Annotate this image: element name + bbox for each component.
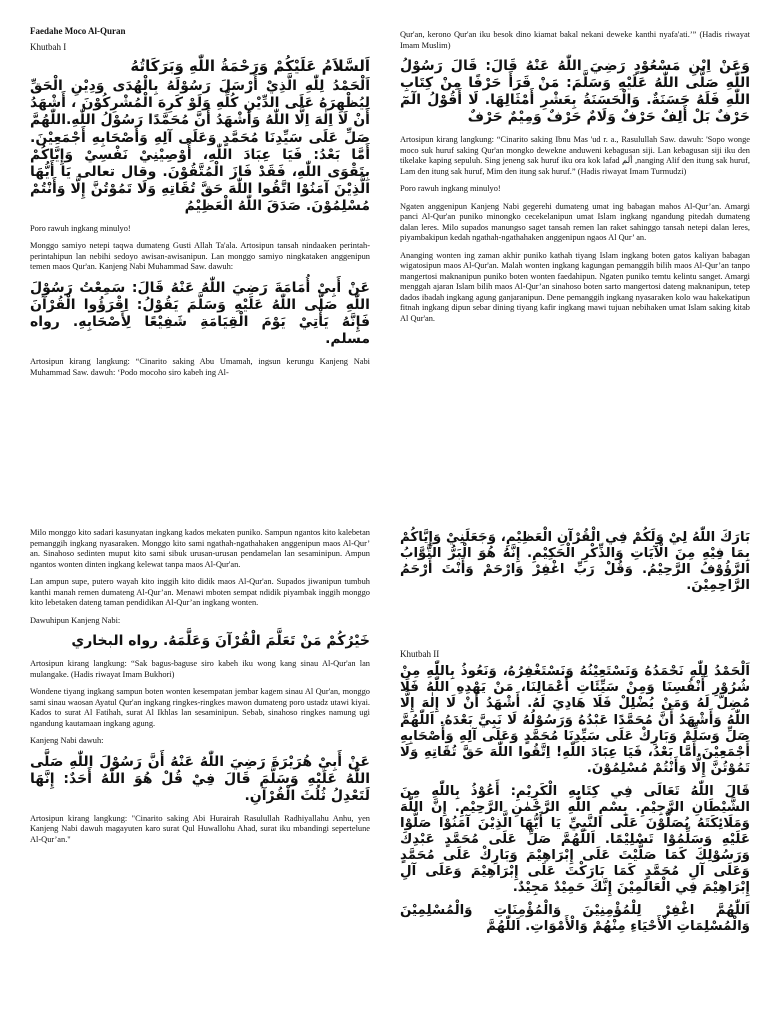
paragraph: Ngaten anggenipun Kanjeng Nabi gegerehi dumateng umat ing babagan mahos Al-Qur’an. Amargi panci Al-Qur'an puniko minongko cecekelanipun umat Islam ingkang ngandung pitedah dumateng dalan leres. Milo supados manungso saget tansah remen lan raket sahinggo tansah netepi dalan leres, piyambakipun kedah ngathah-ngathahaken anggenipun ngaos Al Qur’ an. bbox=[400, 201, 750, 243]
paragraph: Artosipun kirang langkung: “Sak bagus-baguse siro kabeh iku wong kang sinau Al-Qur'an lan mulangake. (Hadis riwayat Imam Bukhori) bbox=[30, 659, 370, 679]
spacer bbox=[400, 524, 750, 528]
arabic-doa: اَللّٰهُمَّ اغْفِرْ لِلْمُؤْمِنِيْنَ وَالْمُؤْمِنَاتِ وَالْمُسْلِمِيْنَ وَالْمُسْلِمَاتِ الْأَحْيَاءِ مِنْهُمْ وَالْأَمْوَاتِ. اَللّٰهُمَّ bbox=[400, 903, 750, 935]
page-bottom-right bbox=[384, 512, 768, 1024]
paragraph: Lan ampun supe, putero wayah kito inggih kito didik maos Al-Qur'an. Supados jiwanipun tumbuh kanthi manah remen dumateng Al-Qur’an. Menawi mboten sempat ndidik piyambak inggih monggo kito lebetaken dateng taman pendidikan Al-Qur’an ingkang wonten. bbox=[30, 577, 370, 607]
page-top-right bbox=[384, 0, 768, 512]
arabic-opening: اَلْحَمْدُ لِلّٰهِ الَّذِيْ أَرْسَلَ رَسُوْلَهُ بِالْهُدَى وَدِيْنِ الْحَقِّ لِيُظْهِرَهُ عَلَى الدِّيْنِ كُلِّهِ وَلَوْ كَرِهَ الْمُشْرِكُوْنَ ، أَشْهَدُ أَنْ لَا اِلٰهَ اِلَّا اللّٰهُ وَأَشْهَدُ أَنَّ مُحَمَّدًا رَسُوْلُ اللّٰهِ.اللّٰهُمَّ صَلِّ عَلَى سَيِّدِنَا مُحَمَّدٍ وَعَلَى آلِهِ وَأَصْحَابِهِ أَجْمَعِيْنَ. أَمَّا بَعْدُ: فَيَا عِبَادَ اللّٰهِ، أُوْصِيْنِيْ نَفْسِيْ وَإِيَّاكُمْ بِتَقْوَى اللّٰهِ، فَقَدْ فَازَ الْمُتَّقُوْنَ. وقال تعالى يَا أَيُّهَا الَّذِيْنَ آمَنُوْا اتَّقُوا اللّٰهَ حَقَّ تُقَاتِهِ وَلَا تَمُوْتُنَّ إِلَّا وَأَنْتُمْ مُسْلِمُوْنَ. صَدَقَ اللّٰهُ الْعَظِيْمُ bbox=[30, 78, 370, 214]
document-title: Faedahe Moco Al-Quran bbox=[30, 26, 126, 36]
arabic-hadith-ibnu-masud: وَعَنْ اِبْنِ مَسْعُوْدٍ رَضِيَ اللّٰهُ عَنْهُ قَالَ: قَالَ رَسُوْلُ اللّٰهِ صَلَّى اللّٰهُ عَلَيْهِ وَسَلَّمَ: مَنْ قَرَأَ حَرْفًا مِنْ كِتَابِ اللّٰهِ فَلَهُ حَسَنَةٌ. وَالْحَسَنَةُ بِعَشْرِ أَمْثَالِهَا. لَا أَقُوْلُ الٓمٓ حَرْفٌ بَلْ أَلِفٌ حَرْفٌ وَلَامٌ حَرْفٌ وَمِيْمٌ حَرْفٌ bbox=[400, 58, 750, 126]
arabic-salam: اَلسَّلاَمُ عَلَيْكُمْ وَرَحْمَةُ اللّٰهِ وَبَرَكَاتُهُ bbox=[130, 57, 370, 75]
paragraph: Qur'an, kerono Qur'an iku besok dino kiamat bakal nekani deweke kanthi nyafa'ati.’” (Hadis riwayat Imam Muslim) bbox=[400, 30, 750, 50]
arabic-hadith-khairukum: خَيْرُكُمْ مَنْ تَعَلَّمَ الْقُرْآنَ وَعَلَّمَهُ. رواه البخاري bbox=[71, 633, 370, 649]
paragraph: Monggo samiyo netepi taqwa dumateng Gusti Allah Ta'ala. Artosipun tansah nindaaken perintah-perintahipun lan nebihi sedoyo awisan-awisanipun. Lan monggo samiyo ningkataken anggenipun temen maos Qur'an. Kanjeng Nabi Muhammad Saw. dawuh: bbox=[30, 241, 370, 272]
paragraph: Artosipun kirang langkung: “Cinarito saking Abu Umamah, ingsun kerungu Kanjeng Nabi Muhammad Saw. dawuh: ‘Podo mocoho siro kabeh ing Al- bbox=[30, 357, 370, 377]
paragraph: Dawuhipun Kanjeng Nabi: bbox=[30, 615, 121, 625]
arabic-closing-khutbah-1: بَارَكَ اللّٰهُ لِيْ وَلَكُمْ فِي الْقُرْآنِ الْعَظِيْمِ، وَجَعَلَنِيْ وَإِيَّاكُمْ بِمَا فِيْهِ مِنَ الْآيَاتِ وَالذِّكْرِ الْحَكِيْمِ. إِنَّهُ هُوَ الْبَرُّ التَّوَّابُ الرَّؤُوْفُ الرَّحِيْمُ. وَقُلْ رَبِّ اغْفِرْ وَارْحَمْ وَأَنْتَ أَرْحَمُ الرَّاحِمِيْنَ. bbox=[400, 530, 750, 594]
spacer bbox=[400, 601, 750, 649]
paragraph: Milo monggo kito sadari kasunyatan ingkang kados mekaten puniko. Sampun ngantos kito kalebetan pemanggih ingkang nyasaraken. Monggo kito sami ngathah-ngathahaken anggenipun maos Al-Qur’ an. Sinahoso sedinten muput kito sami sibuk urusan-urusan pendamelan lan sesaminipun. Ampun ngantos wonten dinten ingkang kelewat tanpa maos Al-Qur'an. bbox=[30, 528, 370, 569]
arabic-shalawat: قَالَ اللّٰهُ تَعَالَى فِي كِتَابِهِ الْكَرِيْمِ: أَعُوْذُ بِاللّٰهِ مِنَ الشَّيْطَانِ الرَّجِيْمِ. بِسْمِ اللّٰهِ الرَّحْمٰنِ الرَّحِيْمِ. إِنَّ اللّٰهَ وَمَلَائِكَتَهُ يُصَلُّوْنَ عَلَى النَّبِيِّ يَا أَيُّهَا الَّذِيْنَ آمَنُوْا صَلُّوْا عَلَيْهِ وَسَلِّمُوْا تَسْلِيْمًا. اَللّٰهُمَّ صَلِّ عَلَى مُحَمَّدٍ عَبْدِكَ وَرَسُوْلِكَ كَمَا صَلَّيْتَ عَلَى إِبْرَاهِيْمَ وَبَارِكْ عَلَى مُحَمَّدٍ وَعَلَى آلِ مُحَمَّدٍ كَمَا بَارَكْتَ عَلَى إِبْرَاهِيْمَ وَعَلَى آلِ إِبْرَاهِيْمَ فِي الْعَالَمِيْنَ إِنَّكَ حَمِيْدٌ مَجِيْدٌ. bbox=[400, 783, 750, 896]
page-top-left bbox=[0, 0, 384, 512]
paragraph: Ananging wonten ing zaman akhir puniko kathah tiyang Islam ingkang boten gatos kaliyan babagan wigatosipun maos Al-Qur'an. Malah wonten ingkang kagungan pemanggih bilih maos Al-Qur’an tanpo mangertosi maknanipun puniko boten wonten faedahipun. Ngaten puniko temtu kelintu sanget. Amargi menggah ajaran Islam bilih maos Al-Qur’an sinahoso boten sarto mangertosi dateng maknanipun, tetep dados ibadah ingkang agung ganjaranipun. Dene pemanggih ingkang nyasaraken kolo wau hakekatipun fitnah ingkang dipun sebar dining tiyang kafir ingkang mawi tujuan nebihaken umat Islam saking kitab Al Qur'an. bbox=[400, 250, 750, 323]
paragraph: Poro rawuh ingkang minulyo! bbox=[400, 184, 501, 194]
khutbah-2-label: Khutbah II bbox=[400, 649, 440, 660]
khutbah-1-label: Khutbah I bbox=[30, 42, 67, 52]
arabic-hadith-abu-hurairah: عَنْ أَبِيْ هُرَيْرَةَ رَضِيَ اللّٰهُ عَنْهُ أَنَّ رَسُوْلَ اللّٰهِ صَلَّى اللّٰهُ عَلَيْهِ وَسَلَّمَ قَالَ فِيْ قُلْ هُوَ اللّٰهُ أَحَدٌ: إِنَّهَا لَتَعْدِلُ ثُلُثَ الْقُرْآنِ. bbox=[30, 753, 370, 804]
arabic-hadith-abu-umamah: عَنْ أَبِيْ أُمَامَةَ رَضِيَ اللّٰهُ عَنْهُ قَالَ: سَمِعْتُ رَسُوْلَ اللّٰهِ صَلَّى اللّٰهُ عَلَيْهِ وَسَلَّمَ يَقُوْلُ: اِقْرَؤُوا الْقُرْآنَ فَإِنَّهُ يَأْتِيْ يَوْمَ الْقِيَامَةِ شَفِيْعًا لِأَصْحَابِهِ. رواه مسلم. bbox=[30, 279, 370, 348]
paragraph: Artosipun kirang langkung: "Cinarito saking Abi Hurairah Rasulullah Radhiyallahu Anhu, yen Kanjeng Nabi dawuh magayuten karo surat Qul Huwallohu Ahad, surat iku mbandingi sepertelune Al-Qur’an." bbox=[30, 813, 370, 844]
paragraph: Artosipun kirang langkung: “Cinarito saking Ibnu Mas 'ud r. a., Rasulullah Saw. dawuh: 'Sopo wonge moco suk huruf saking Qur'an mongko dewekne anduweni kebagusan siji. Lan kebagusan siji iku den tikelake kaping sepuluh. Sing jeneng sak huruf iku ora kok lafad ألم ,nanging Alif den itung sak huruf, Lam den itung sak huruf, Mim den itung sak huruf.” (Hadis riwayat Imam Turmudzi) bbox=[400, 135, 750, 176]
arabic-khutbah-2-opening: اَلْحَمْدُ لِلّٰهِ نَحْمَدُهُ وَنَسْتَعِيْنُهُ وَنَسْتَغْفِرُهُ، وَنَعُوذُ بِاللّٰهِ مِنْ شُرُوْرِ أَنْفُسِنَا وَمِنْ سَيِّئَاتِ أَعْمَالِنَا، مَنْ يَهْدِهِ اللّٰهُ فَلَا مُضِلَّ لَهُ وَمَنْ يُضْلِلْ فَلَا هَادِيَ لَهُ. أَشْهَدُ أَنْ لَا إِلٰهَ إِلَّا اللّٰهُ وَأَشْهَدُ أَنَّ مُحَمَّدًا عَبْدُهُ وَرَسُوْلُهُ لَا نَبِيَّ بَعْدَهُ. اَللّٰهُمَّ صَلِّ وَسَلِّمْ وَبَارِكْ عَلَى سَيِّدِنَا مُحَمَّدٍ وَعَلَى آلِهِ وَأَصْحَابِهِ أَجْمَعِيْنَ.أَمَّا بَعْدُ، فَيَا عِبَادَ اللّٰهِ! اِتَّقُوا اللّٰهَ حَقَّ تُقَاتِهِ وَلَا تَمُوْتُنَّ إِلَّا وَأَنْتُمْ مُسْلِمُوْنَ. bbox=[400, 664, 750, 776]
paragraph: Poro rawuh ingkang minulyo! bbox=[30, 223, 131, 233]
page-bottom-left bbox=[0, 512, 384, 1024]
paragraph: Kanjeng Nabi dawuh: bbox=[30, 736, 104, 746]
paragraph: Wondene tiyang ingkang sampun boten wonten kesempatan jembar kagem sinau Al Qur'an, monggo sami sinau waosan Ayatul Qur'an ingkang ringkes-ringkes mawon dumateng poro ustadz utawi kiyai. Kados to surat Al Fatihah, surat Al Ikhlas lan sesaminipun. Sebab, sinahoso ringkes namung ugi ngandung kautamaan ingkang agung. bbox=[30, 687, 370, 728]
